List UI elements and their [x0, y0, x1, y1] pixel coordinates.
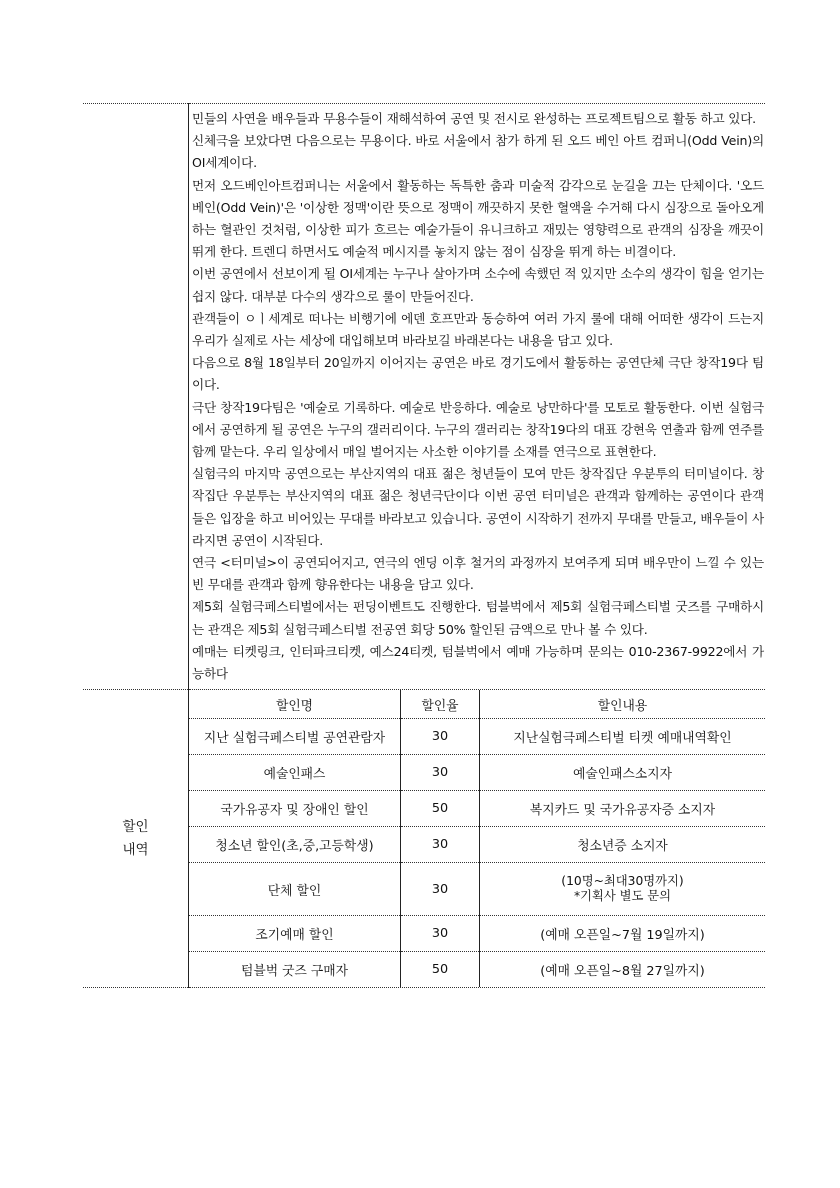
paragraph: 다음으로 8월 18일부터 20일까지 이어지는 공연은 바로 경기도에서 활동하는 공연단체 극단 창작19다 팀이다.: [192, 355, 764, 393]
discount-name: 예술인패스: [189, 755, 401, 791]
discount-label-line: 내역: [122, 841, 149, 858]
discount-detail-line: *기획사 별도 문의: [573, 889, 672, 904]
discount-name: 조기예매 할인: [189, 916, 401, 952]
description-label-cell: [83, 104, 189, 690]
discount-label: [83, 690, 189, 988]
discount-name: 텀블벅 굿즈 구매자: [189, 952, 401, 988]
discount-table-cell: [189, 690, 766, 988]
paragraph: 민들의 사연을 배우들과 무용수들이 재해석하여 공연 및 전시로 완성하는 프로젝트팀으로 활동 하고 있다.: [192, 111, 756, 126]
table-row: [189, 719, 765, 755]
discount-label-line: 할인: [122, 818, 149, 835]
discount-rate: 50: [401, 791, 480, 827]
paragraph: 이번 공연에서 선보이게 될 OI세계는 누구나 살아가며 소수에 속했던 적 있지만 소수의 생각이 힘을 얻기는 쉽지 않다. 대부분 다수의 생각으로 룰이 만들어진다.: [192, 266, 764, 304]
header-discount-detail: 할인내용: [480, 690, 766, 719]
header-discount-name: 할인명: [189, 690, 401, 719]
table-row: [189, 827, 765, 863]
paragraph: 제5회 실험극페스티벌에서는 펀딩이벤트도 진행한다. 텀블벅에서 제5회 실험극페스티벌 굿즈를 구매하시는 관객은 제5회 실험극페스티벌 전공연 회당 50% 할인된 금액으로 만나 볼 수 있다.: [192, 599, 764, 637]
discount-rate: 50: [401, 952, 480, 988]
paragraph: 연극 <터미널>이 공연되어지고, 연극의 엔딩 이후 철거의 과정까지 보여주게 되며 배우만이 느낄 수 있는 빈 무대를 관객과 함께 향유한다는 내용을 담고 있다.: [192, 555, 764, 593]
discount-detail: [480, 863, 766, 916]
discount-row: [83, 690, 765, 988]
description-cell: [189, 104, 766, 690]
discount-rate: 30: [401, 755, 480, 791]
discount-detail: (예매 오픈일~8월 27일까지): [540, 964, 705, 980]
discount-rate: 30: [401, 863, 480, 916]
paragraph: 예매는 티켓링크, 인터파크티켓, 예스24티켓, 텀블벅에서 예매 가능하며 문의는 010-2367-9922에서 가능하다: [192, 643, 764, 682]
discount-rate: 30: [401, 827, 480, 863]
header-discount-rate: 할인율: [401, 690, 480, 719]
table-row: [189, 791, 765, 827]
discount-detail-line: (10명~최대30명까지): [561, 874, 684, 889]
program-info-table: [83, 103, 765, 988]
discount-name: 청소년 할인(초,중,고등학생): [189, 827, 401, 863]
description-row: [83, 104, 765, 690]
paragraph: 실험극의 마지막 공연으로는 부산지역의 대표 젊은 청년들이 모여 만든 창작집단 우분투의 터미널이다. 창작집단 우분투는 부산지역의 대표 젊은 청년극단이다 이번 공연 터미널은 관객과 함께하는 공연이다 관객들은 입장을 하고 비어있는 무대를 바라보고 있습니다. 공연이 시작하기 전까지 무대를 만들고, 배우들이 사라지면 공연이 시작된다.: [192, 466, 764, 548]
paragraph: 먼저 오드베인아트컴퍼니는 서울에서 활동하는 독특한 춤과 미술적 감각으로 눈길을 끄는 단체이다. '오드 베인(Odd Vein)'은 '이상한 정맥'이란 뜻으로 정맥이 깨끗하지 못한 혈액을 수거해 다시 심장으로 돌아오게 하는 혈관인 것처럼, 이상한 피가 흐르는 예술가들이 유니크하고 재밌는 영향력으로 관객의 심장을 깨끗이 뛰게 한다. 트렌디 하면서도 예술적 메시지를 놓치지 않는 점이 심장을 뛰게 하는 비결이다.: [192, 177, 764, 260]
paragraph: 극단 창작19다팀은 '예술로 기록하다. 예술로 반응하다. 예술로 낭만하다'를 모토로 활동한다. 이번 실험극에서 공연하게 될 공연은 누구의 갤러리이다. 누구의 갤러리는 창작19다의 대표 강현욱 연출과 함께 연주를 함께 맡는다. 우리 일상에서 매일 벌어지는 사소한 이야기를 소재를 연극으로 표현한다.: [192, 399, 764, 460]
paragraph: 관객들이 ㅇㅣ세계로 떠나는 비행기에 에덴 호프만과 동승하여 여러 가지 룰에 대해 어떠한 생각이 드는지 우리가 실제로 사는 세상에 대입해보며 바라보길 바래본다는 내용을 담고 있다.: [192, 310, 764, 349]
table-row: [189, 952, 765, 988]
discount-rate: 30: [401, 916, 480, 952]
discount-detail: 지난실험극페스티벌 티켓 예매내역확인: [480, 719, 766, 755]
table-row: [189, 755, 765, 791]
discount-rate: 30: [401, 719, 480, 755]
discount-detail: (예매 오픈일~7월 19일까지): [480, 916, 766, 952]
discount-detail: 복지카드 및 국가유공자증 소지자: [480, 791, 766, 827]
table-row: [189, 863, 765, 916]
discount-name: 단체 할인: [189, 863, 401, 916]
discount-table: [189, 690, 765, 987]
discount-detail: 예술인패스소지자: [480, 755, 766, 791]
discount-header-row: [189, 690, 765, 719]
paragraph: 신체극을 보았다면 다음으로는 무용이다. 바로 서울에서 참가 하게 된 오드 베인 아트 컴퍼니(Odd Vein)의 OI세계이다.: [192, 133, 764, 171]
discount-name: 국가유공자 및 장애인 할인: [189, 791, 401, 827]
discount-name: 지난 실험극페스티벌 공연관람자: [189, 719, 401, 755]
document-page: [83, 103, 765, 988]
discount-detail: 청소년증 소지자: [480, 827, 766, 863]
table-row: [189, 916, 765, 952]
